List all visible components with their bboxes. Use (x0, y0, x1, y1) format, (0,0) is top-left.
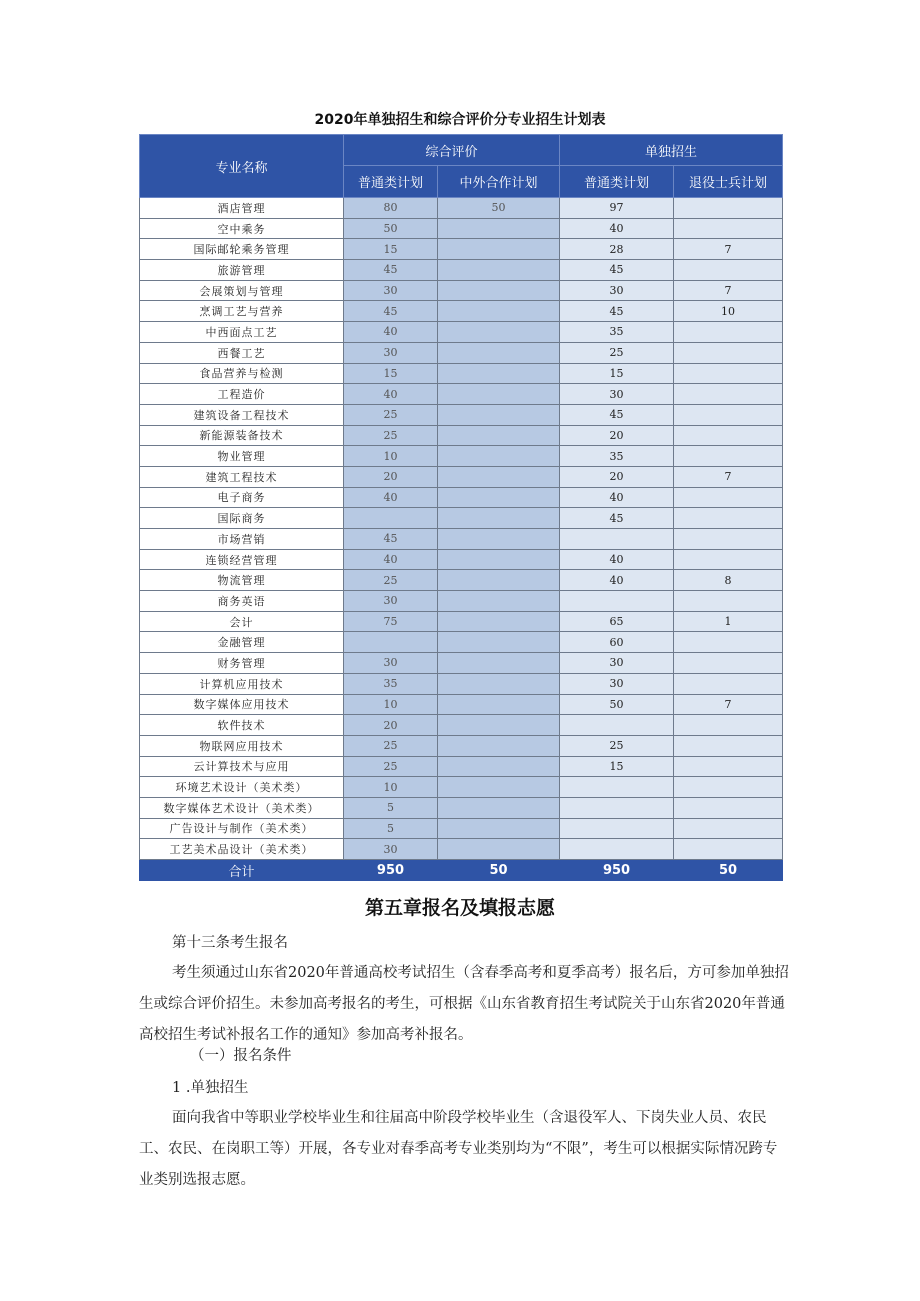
major-name-cell: 工程造价 (140, 384, 344, 405)
table-row (140, 673, 783, 694)
ce-sino-foreign-cell (438, 632, 560, 653)
ie-veterans-cell (674, 797, 783, 818)
major-name-cell: 物流管理 (140, 570, 344, 591)
ce-sino-foreign-cell (438, 673, 560, 694)
major-name-cell: 商务英语 (140, 591, 344, 612)
ie-veterans-cell (674, 715, 783, 736)
table-row (140, 301, 783, 322)
ie-veterans-cell: 7 (674, 239, 783, 260)
ce-sino-foreign-cell (438, 301, 560, 322)
ie-regular-cell: 28 (560, 239, 674, 260)
major-name-cell: 物业管理 (140, 446, 344, 467)
table-row (140, 839, 783, 860)
ie-regular-cell (560, 818, 674, 839)
ie-veterans-cell: 1 (674, 611, 783, 632)
ce-sino-foreign-cell (438, 342, 560, 363)
table-row (140, 632, 783, 653)
table-row (140, 529, 783, 550)
major-name-cell: 新能源装备技术 (140, 425, 344, 446)
major-name-cell: 建筑工程技术 (140, 466, 344, 487)
ie-veterans-cell: 7 (674, 466, 783, 487)
header-ce-sino-foreign: 中外合作计划 (438, 166, 560, 198)
ce-regular-cell: 15 (344, 363, 438, 384)
ie-veterans-cell (674, 260, 783, 281)
header-independent-enrollment: 单独招生 (560, 135, 783, 166)
ce-sino-foreign-cell (438, 694, 560, 715)
ie-veterans-cell (674, 591, 783, 612)
ie-veterans-cell: 7 (674, 280, 783, 301)
ie-veterans-cell (674, 818, 783, 839)
major-name-cell: 财务管理 (140, 653, 344, 674)
total-ce-sino-foreign: 50 (438, 860, 560, 881)
header-major: 专业名称 (140, 135, 344, 198)
major-name-cell: 国际商务 (140, 508, 344, 529)
major-name-cell: 市场营销 (140, 529, 344, 550)
ie-veterans-cell (674, 218, 783, 239)
table-row (140, 404, 783, 425)
major-name-cell: 工艺美术品设计（美术类） (140, 839, 344, 860)
ce-regular-cell: 25 (344, 425, 438, 446)
ce-sino-foreign-cell (438, 425, 560, 446)
major-name-cell: 烹调工艺与营养 (140, 301, 344, 322)
ce-sino-foreign-cell (438, 487, 560, 508)
ie-regular-cell: 15 (560, 363, 674, 384)
ce-sino-foreign-cell (438, 239, 560, 260)
ie-regular-cell: 30 (560, 280, 674, 301)
ie-veterans-cell (674, 632, 783, 653)
ce-sino-foreign-cell: 50 (438, 198, 560, 219)
ie-veterans-cell (674, 363, 783, 384)
major-name-cell: 环境艺术设计（美术类） (140, 777, 344, 798)
table-row (140, 694, 783, 715)
paragraph-registration: 考生须通过山东省2020年普通高校考试招生（含春季高考和夏季高考）报名后，方可参加单独招生或综合评价招生。未参加高考报名的考生，可根据《山东省教育招生考试院关于山东省2020年普通高校招生考试补报名工作的通知》参加高考补报名。 (139, 965, 789, 1043)
major-name-cell: 会计 (140, 611, 344, 632)
table-row (140, 384, 783, 405)
ie-regular-cell (560, 797, 674, 818)
ce-sino-foreign-cell (438, 591, 560, 612)
table-row (140, 487, 783, 508)
ie-veterans-cell: 10 (674, 301, 783, 322)
table-title: 2020年单独招生和综合评价分专业招生计划表 (314, 112, 606, 128)
ce-sino-foreign-cell (438, 735, 560, 756)
ie-regular-cell: 65 (560, 611, 674, 632)
ce-sino-foreign-cell (438, 466, 560, 487)
table-row (140, 425, 783, 446)
ce-regular-cell: 10 (344, 777, 438, 798)
ie-regular-cell: 50 (560, 694, 674, 715)
ie-veterans-cell: 8 (674, 570, 783, 591)
ce-regular-cell: 5 (344, 797, 438, 818)
ce-regular-cell: 80 (344, 198, 438, 219)
ce-sino-foreign-cell (438, 280, 560, 301)
ie-veterans-cell (674, 404, 783, 425)
major-name-cell: 云计算技术与应用 (140, 756, 344, 777)
table-row (140, 239, 783, 260)
ie-veterans-cell (674, 756, 783, 777)
major-name-cell: 国际邮轮乘务管理 (140, 239, 344, 260)
header-ce-regular: 普通类计划 (344, 166, 438, 198)
ce-regular-cell: 40 (344, 322, 438, 343)
major-name-cell: 计算机应用技术 (140, 673, 344, 694)
chapter-title: 第五章报名及填报志愿 (364, 897, 555, 919)
ce-regular-cell: 30 (344, 342, 438, 363)
table-row (140, 715, 783, 736)
ce-regular-cell: 40 (344, 384, 438, 405)
ce-regular-cell: 30 (344, 591, 438, 612)
table-row (140, 342, 783, 363)
ie-regular-cell: 30 (560, 653, 674, 674)
major-name-cell: 空中乘务 (140, 218, 344, 239)
ie-veterans-cell (674, 508, 783, 529)
ce-sino-foreign-cell (438, 653, 560, 674)
ce-regular-cell (344, 632, 438, 653)
total-row (140, 860, 783, 881)
ce-sino-foreign-cell (438, 508, 560, 529)
ie-regular-cell: 20 (560, 425, 674, 446)
table-row (140, 280, 783, 301)
ce-regular-cell: 20 (344, 466, 438, 487)
header-ie-veterans: 退役士兵计划 (674, 166, 783, 198)
ce-regular-cell: 40 (344, 487, 438, 508)
ce-regular-cell: 10 (344, 446, 438, 467)
ce-sino-foreign-cell (438, 611, 560, 632)
header-comprehensive-evaluation: 综合评价 (344, 135, 560, 166)
major-name-cell: 中西面点工艺 (140, 322, 344, 343)
ie-veterans-cell (674, 529, 783, 550)
ie-regular-cell: 40 (560, 549, 674, 570)
ce-sino-foreign-cell (438, 260, 560, 281)
ce-regular-cell: 25 (344, 404, 438, 425)
table-row (140, 797, 783, 818)
major-name-cell: 数字媒体艺术设计（美术类） (140, 797, 344, 818)
major-name-cell: 金融管理 (140, 632, 344, 653)
ce-regular-cell: 40 (344, 549, 438, 570)
ce-regular-cell: 35 (344, 673, 438, 694)
ce-regular-cell: 75 (344, 611, 438, 632)
ie-veterans-cell (674, 777, 783, 798)
table-row (140, 735, 783, 756)
ce-sino-foreign-cell (438, 549, 560, 570)
ce-sino-foreign-cell (438, 384, 560, 405)
ie-veterans-cell (674, 549, 783, 570)
ce-sino-foreign-cell (438, 529, 560, 550)
table-row (140, 446, 783, 467)
ie-veterans-cell (674, 322, 783, 343)
ie-veterans-cell (674, 446, 783, 467)
ie-regular-cell: 40 (560, 487, 674, 508)
table-row (140, 198, 783, 219)
table-row (140, 570, 783, 591)
ce-sino-foreign-cell (438, 756, 560, 777)
ie-veterans-cell (674, 198, 783, 219)
table-row (140, 611, 783, 632)
table-row (140, 777, 783, 798)
ie-veterans-cell (674, 653, 783, 674)
ie-veterans-cell: 7 (674, 694, 783, 715)
ce-regular-cell (344, 508, 438, 529)
ce-regular-cell: 45 (344, 260, 438, 281)
ie-veterans-cell (674, 839, 783, 860)
ce-regular-cell: 10 (344, 694, 438, 715)
table-row (140, 363, 783, 384)
ce-sino-foreign-cell (438, 839, 560, 860)
major-name-cell: 物联网应用技术 (140, 735, 344, 756)
ce-sino-foreign-cell (438, 404, 560, 425)
table-row (140, 322, 783, 343)
ce-regular-cell: 25 (344, 756, 438, 777)
ie-regular-cell (560, 591, 674, 612)
table-row (140, 466, 783, 487)
major-name-cell: 西餐工艺 (140, 342, 344, 363)
ce-sino-foreign-cell (438, 218, 560, 239)
ie-veterans-cell (674, 342, 783, 363)
ie-regular-cell: 45 (560, 260, 674, 281)
major-name-cell: 建筑设备工程技术 (140, 404, 344, 425)
ce-sino-foreign-cell (438, 570, 560, 591)
ie-regular-cell (560, 777, 674, 798)
ie-regular-cell: 45 (560, 301, 674, 322)
ie-veterans-cell (674, 673, 783, 694)
ie-regular-cell: 45 (560, 508, 674, 529)
total-ce-regular: 950 (344, 860, 438, 881)
condition-title: （一）报名条件 (190, 1048, 292, 1064)
ce-regular-cell: 30 (344, 280, 438, 301)
major-name-cell: 电子商务 (140, 487, 344, 508)
ie-regular-cell: 40 (560, 218, 674, 239)
ie-regular-cell (560, 839, 674, 860)
ce-sino-foreign-cell (438, 363, 560, 384)
ie-regular-cell: 60 (560, 632, 674, 653)
table-row (140, 653, 783, 674)
ce-sino-foreign-cell (438, 322, 560, 343)
ce-regular-cell: 25 (344, 570, 438, 591)
ie-regular-cell: 40 (560, 570, 674, 591)
total-ie-veterans: 50 (674, 860, 783, 881)
ie-veterans-cell (674, 487, 783, 508)
major-name-cell: 会展策划与管理 (140, 280, 344, 301)
ce-regular-cell: 45 (344, 529, 438, 550)
ie-veterans-cell (674, 735, 783, 756)
ce-sino-foreign-cell (438, 797, 560, 818)
table-row (140, 508, 783, 529)
ie-regular-cell: 45 (560, 404, 674, 425)
ie-regular-cell (560, 529, 674, 550)
article-title: 第十三条考生报名 (172, 935, 288, 951)
major-name-cell: 酒店管理 (140, 198, 344, 219)
ce-sino-foreign-cell (438, 446, 560, 467)
major-name-cell: 广告设计与制作（美术类） (140, 818, 344, 839)
total-ie-regular: 950 (560, 860, 674, 881)
subsection-title: 1 .单独招生 (172, 1080, 249, 1096)
ce-regular-cell: 30 (344, 839, 438, 860)
ie-regular-cell: 97 (560, 198, 674, 219)
ie-regular-cell: 35 (560, 322, 674, 343)
ie-regular-cell: 25 (560, 735, 674, 756)
ce-sino-foreign-cell (438, 715, 560, 736)
table-body (140, 198, 783, 860)
ie-veterans-cell (674, 384, 783, 405)
ce-regular-cell: 25 (344, 735, 438, 756)
major-name-cell: 数字媒体应用技术 (140, 694, 344, 715)
ce-sino-foreign-cell (438, 818, 560, 839)
enrollment-plan-table (139, 134, 783, 881)
ie-regular-cell: 20 (560, 466, 674, 487)
paragraph-eligibility: 面向我省中等职业学校毕业生和往届高中阶段学校毕业生（含退役军人、下岗失业人员、农民工、农民、在岗职工等）开展，各专业对春季高考专业类别均为“不限”，考生可以根据实际情况跨专业类别选报志愿。 (139, 1110, 778, 1188)
ce-regular-cell: 50 (344, 218, 438, 239)
table-row (140, 591, 783, 612)
total-label: 合计 (140, 860, 344, 881)
ie-regular-cell: 25 (560, 342, 674, 363)
ie-veterans-cell (674, 425, 783, 446)
header-ie-regular: 普通类计划 (560, 166, 674, 198)
major-name-cell: 软件技术 (140, 715, 344, 736)
major-name-cell: 旅游管理 (140, 260, 344, 281)
major-name-cell: 食品营养与检测 (140, 363, 344, 384)
ie-regular-cell (560, 715, 674, 736)
table-row (140, 218, 783, 239)
table-row (140, 756, 783, 777)
ie-regular-cell: 35 (560, 446, 674, 467)
ce-regular-cell: 45 (344, 301, 438, 322)
ce-regular-cell: 30 (344, 653, 438, 674)
table-row (140, 260, 783, 281)
ie-regular-cell: 30 (560, 384, 674, 405)
ce-regular-cell: 20 (344, 715, 438, 736)
major-name-cell: 连锁经营管理 (140, 549, 344, 570)
ie-regular-cell: 30 (560, 673, 674, 694)
ce-regular-cell: 5 (344, 818, 438, 839)
ce-regular-cell: 15 (344, 239, 438, 260)
ce-sino-foreign-cell (438, 777, 560, 798)
table-row (140, 549, 783, 570)
ie-regular-cell: 15 (560, 756, 674, 777)
table-row (140, 818, 783, 839)
